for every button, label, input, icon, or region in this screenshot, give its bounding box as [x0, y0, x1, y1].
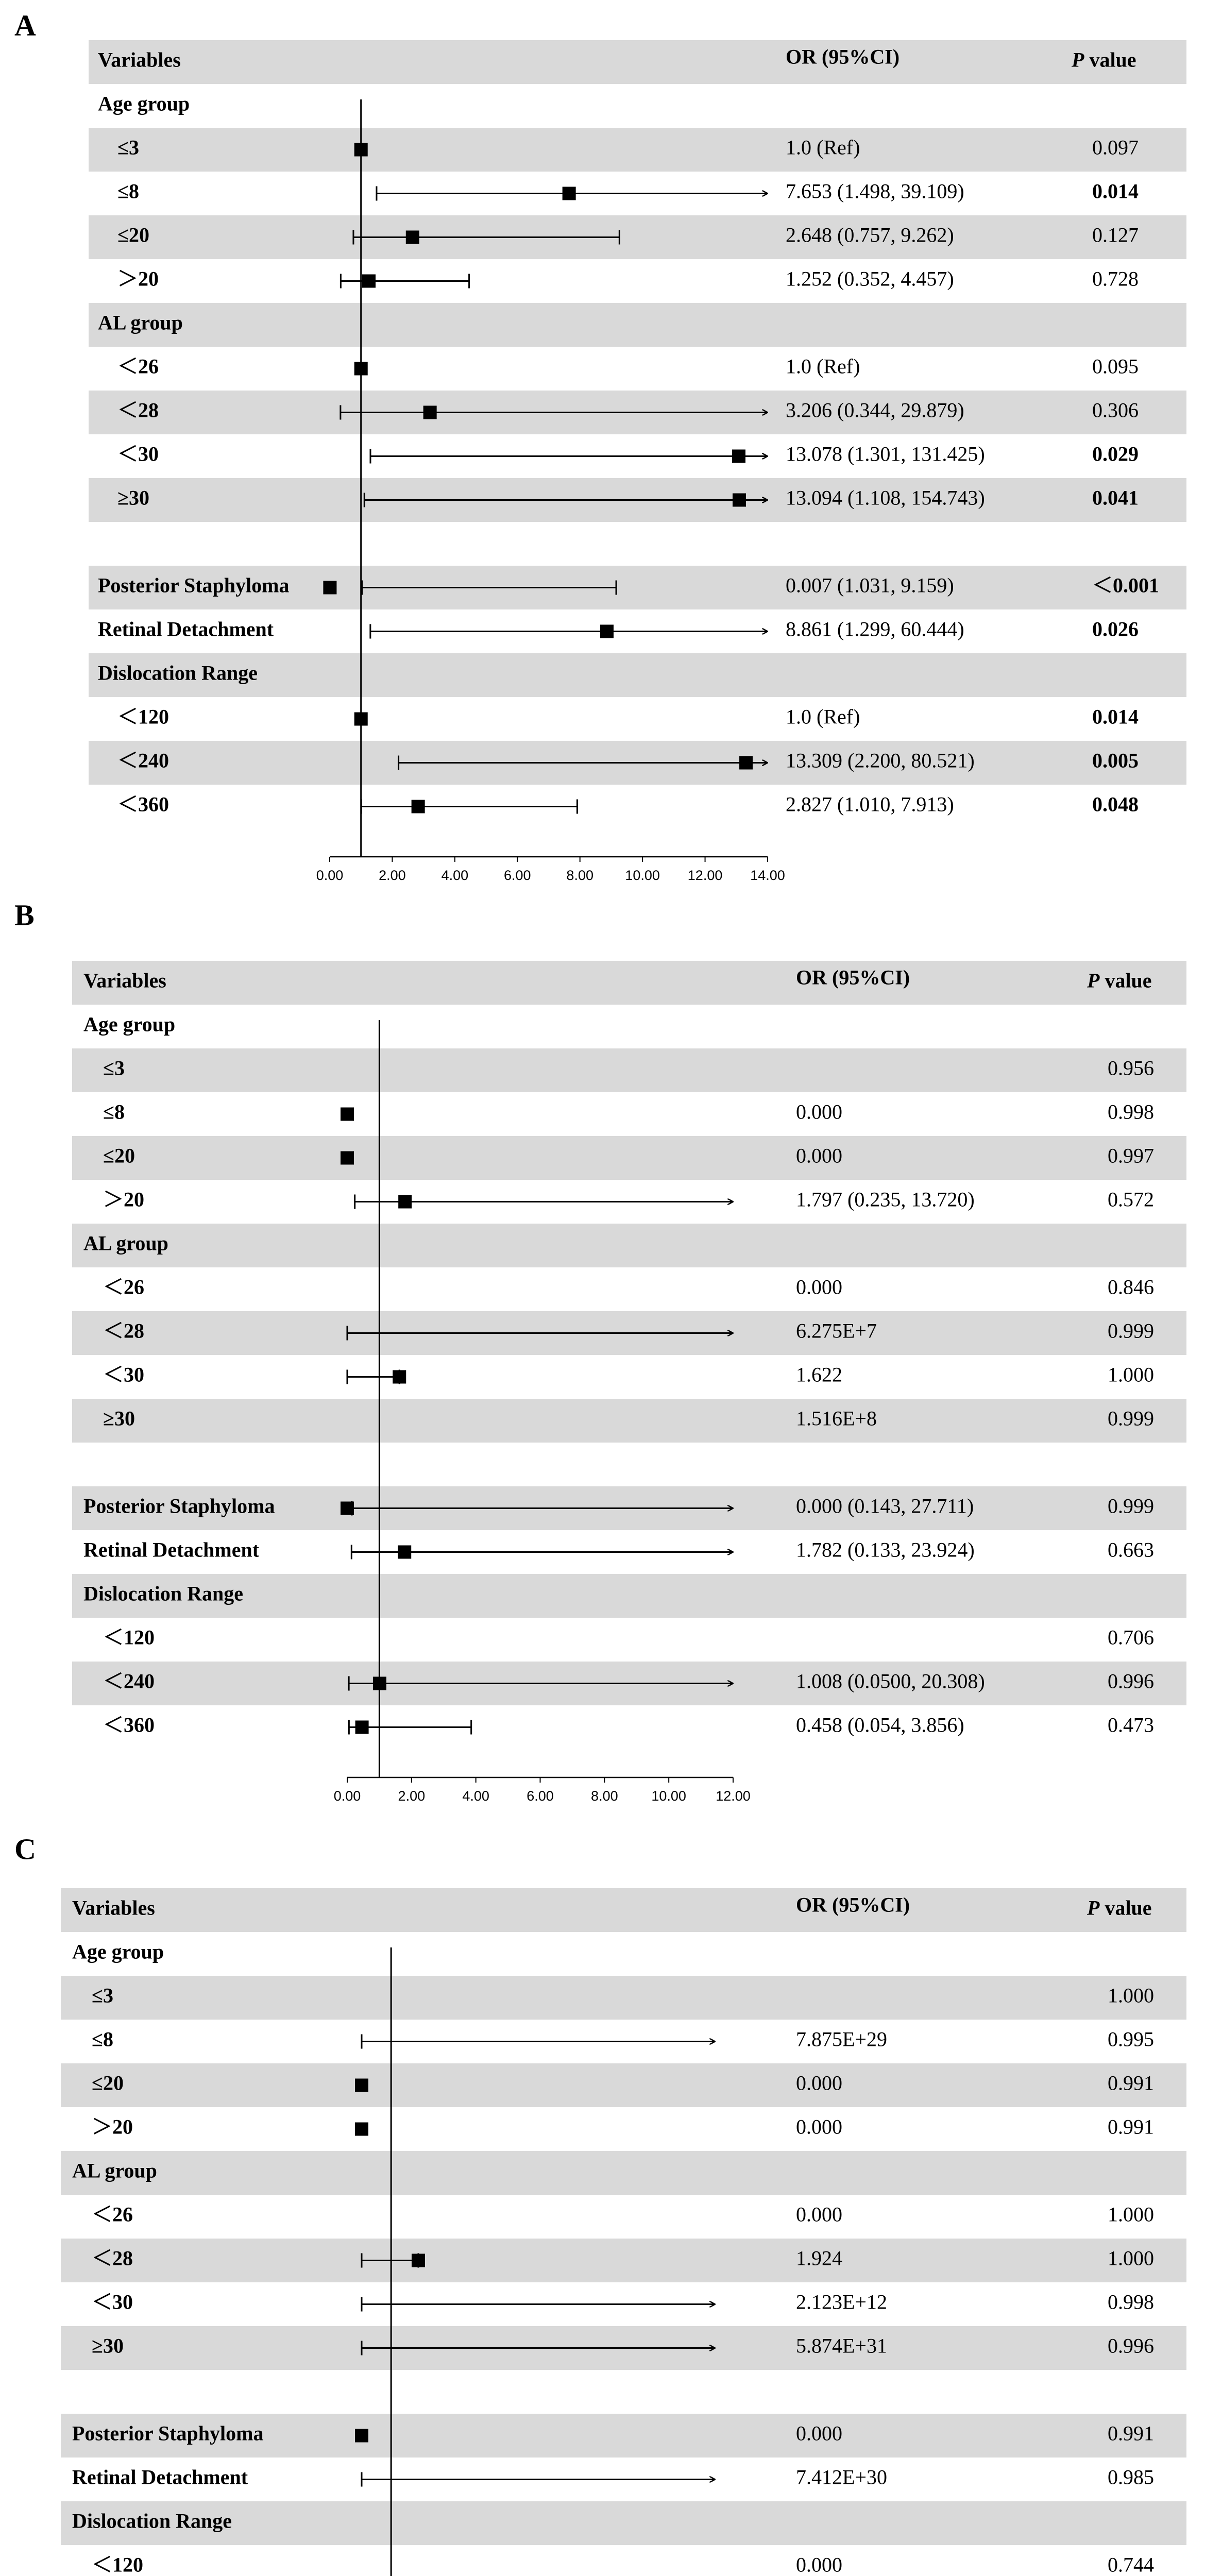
row-label: ＜240 — [117, 749, 169, 772]
row-shade — [61, 1976, 1186, 2020]
or-ci-text: 13.078 (1.301, 131.425) — [786, 442, 985, 466]
x-tick-label: 2.00 — [398, 1788, 426, 1804]
or-ci-text: 0.000 — [796, 1275, 842, 1299]
row-shade — [72, 1399, 1186, 1443]
or-ci-text: 0.000 — [796, 1100, 842, 1124]
or-ci-text: 7.875E+29 — [796, 2027, 887, 2051]
row-label: ＜120 — [103, 1625, 155, 1649]
point-estimate — [341, 1151, 354, 1165]
p-value-text: 0.041 — [1092, 486, 1139, 510]
row-label: ＜240 — [103, 1669, 155, 1693]
or-ci-text: 1.0 (Ref) — [786, 354, 860, 378]
p-value-text: 0.998 — [1108, 1100, 1154, 1124]
p-value-text: 0.005 — [1092, 749, 1139, 772]
p-value-text: 0.097 — [1092, 135, 1139, 159]
header-variables: Variables — [98, 48, 181, 72]
header-variables: Variables — [72, 1896, 155, 1920]
row-label: ≤3 — [92, 1984, 113, 2007]
row-label: ＜360 — [117, 792, 169, 816]
header-variables: Variables — [83, 969, 166, 992]
group-label: Dislocation Range — [83, 1582, 243, 1605]
row-label: ＜26 — [103, 1275, 144, 1299]
row-label: ＜120 — [117, 705, 169, 728]
point-estimate — [739, 756, 753, 770]
row-label: ＜26 — [92, 2202, 133, 2226]
p-value-text: 1.000 — [1108, 2202, 1154, 2226]
p-value-text: 0.728 — [1092, 267, 1139, 291]
panel-b — [14, 898, 1186, 1804]
x-tick-label: 8.00 — [566, 868, 593, 884]
or-ci-text: 7.653 (1.498, 39.109) — [786, 179, 964, 203]
or-ci-text: 1.924 — [796, 2246, 842, 2270]
x-tick-label: 6.00 — [504, 868, 531, 884]
x-tick-label: 8.00 — [591, 1788, 618, 1804]
or-ci-text: 0.000 — [796, 1144, 842, 1167]
point-estimate — [355, 1721, 369, 1734]
x-tick-label: 0.00 — [316, 868, 344, 884]
or-ci-text: 1.782 (0.133, 23.924) — [796, 1538, 975, 1562]
p-value-text: 0.956 — [1108, 1056, 1154, 1080]
row-shade — [61, 2239, 1186, 2282]
row-label: ≤8 — [92, 2027, 113, 2051]
row-label: ＜360 — [103, 1713, 155, 1737]
or-ci-text: 1.0 (Ref) — [786, 705, 860, 728]
row-label: ＜28 — [103, 1319, 144, 1343]
or-ci-text: 8.861 (1.299, 60.444) — [786, 617, 964, 641]
panel-a — [14, 8, 1186, 883]
p-value-text: 0.663 — [1108, 1538, 1154, 1562]
or-ci-text: 13.309 (2.200, 80.521) — [786, 749, 975, 772]
group-label: AL group — [72, 2159, 157, 2182]
or-ci-text: 3.206 (0.344, 29.879) — [786, 398, 964, 422]
row-shade — [89, 215, 1186, 259]
point-estimate — [600, 625, 614, 638]
panel-letter: C — [14, 1832, 36, 1866]
panel-c — [14, 1832, 1186, 2576]
group-label: Posterior Staphyloma — [72, 2421, 264, 2445]
point-estimate — [398, 1546, 411, 1559]
p-value-text: 0.706 — [1108, 1625, 1154, 1649]
group-label: Dislocation Range — [98, 661, 258, 685]
row-label: ＞20 — [92, 2115, 133, 2139]
header-p-value: P value — [1072, 48, 1136, 72]
point-estimate — [412, 800, 425, 814]
x-tick-label: 6.00 — [527, 1788, 554, 1804]
or-ci-text: 0.000 — [796, 2071, 842, 2095]
or-ci-text: 1.797 (0.235, 13.720) — [796, 1188, 975, 1211]
or-ci-text: 6.275E+7 — [796, 1319, 877, 1343]
row-label: ≤20 — [117, 223, 149, 247]
row-label: ＜28 — [117, 398, 159, 422]
or-ci-text: 1.252 (0.352, 4.457) — [786, 267, 954, 291]
or-ci-text: 0.007 (1.031, 9.159) — [786, 573, 954, 597]
row-shade — [61, 2063, 1186, 2107]
point-estimate — [355, 2079, 368, 2092]
row-label: ＞20 — [117, 267, 159, 291]
p-value-text: 0.029 — [1092, 442, 1139, 466]
point-estimate — [563, 187, 576, 200]
header-or: OR (95%CI) — [786, 45, 900, 69]
row-label: ≤3 — [103, 1056, 125, 1080]
p-value-text: 0.744 — [1108, 2553, 1154, 2576]
or-ci-text: 1.008 (0.0500, 20.308) — [796, 1669, 985, 1693]
point-estimate — [732, 450, 745, 463]
point-estimate — [362, 275, 376, 288]
p-value-text: 0.991 — [1108, 2115, 1154, 2139]
p-value-text: 0.985 — [1108, 2465, 1154, 2489]
point-estimate — [341, 1108, 354, 1121]
p-value-text: 0.014 — [1092, 179, 1139, 203]
p-value-text: 0.846 — [1108, 1275, 1154, 1299]
row-shade — [61, 2151, 1186, 2195]
group-label: Retinal Detachment — [72, 2465, 248, 2489]
point-estimate — [398, 1195, 412, 1209]
x-tick-label: 10.00 — [651, 1788, 686, 1804]
row-shade — [89, 128, 1186, 172]
group-label: Retinal Detachment — [98, 617, 274, 641]
or-ci-text: 0.000 — [796, 2553, 842, 2576]
header-row — [72, 961, 1186, 1005]
group-label: Dislocation Range — [72, 2509, 232, 2533]
header-row — [89, 40, 1186, 84]
row-label: ≤8 — [103, 1100, 125, 1124]
row-label: ＞20 — [103, 1188, 144, 1211]
p-value-text: 0.995 — [1108, 2027, 1154, 2051]
row-label: ≥30 — [117, 486, 149, 510]
group-label: AL group — [83, 1231, 168, 1255]
group-label: Age group — [72, 1940, 164, 1963]
header-p-value: P value — [1087, 969, 1152, 992]
point-estimate — [733, 494, 746, 507]
or-ci-text: 7.412E+30 — [796, 2465, 887, 2489]
row-label: ＜30 — [92, 2290, 133, 2314]
x-tick-label: 12.00 — [716, 1788, 751, 1804]
x-tick-label: 2.00 — [379, 868, 406, 884]
point-estimate — [355, 2429, 368, 2443]
or-ci-text: 0.458 (0.054, 3.856) — [796, 1713, 964, 1737]
point-estimate — [341, 1502, 354, 1515]
x-tick-label: 4.00 — [462, 1788, 489, 1804]
p-value-text: 0.996 — [1108, 1669, 1154, 1693]
p-value-text: 0.997 — [1108, 1144, 1154, 1167]
row-label: ＜30 — [103, 1363, 144, 1386]
point-estimate — [406, 231, 419, 244]
p-value-text: 1.000 — [1108, 2246, 1154, 2270]
p-value-text: 0.127 — [1092, 223, 1139, 247]
p-value-text: 0.048 — [1092, 792, 1139, 816]
or-ci-text: 0.000 — [796, 2202, 842, 2226]
group-label: Retinal Detachment — [83, 1538, 260, 1562]
group-label: Posterior Staphyloma — [98, 573, 290, 597]
point-estimate — [355, 2123, 368, 2136]
header-p-value: P value — [1087, 1896, 1152, 1920]
or-ci-text: 0.000 — [796, 2115, 842, 2139]
row-label: ＜26 — [117, 354, 159, 378]
x-tick-label: 10.00 — [625, 868, 660, 884]
header-or: OR (95%CI) — [796, 1893, 910, 1917]
row-label: ＜30 — [117, 442, 159, 466]
row-label: ≤20 — [103, 1144, 135, 1167]
or-ci-text: 1.622 — [796, 1363, 842, 1386]
row-shade — [72, 1136, 1186, 1180]
row-label: ＜28 — [92, 2246, 133, 2270]
or-ci-text: 1.516E+8 — [796, 1406, 877, 1430]
row-label: ≤20 — [92, 2071, 124, 2095]
p-value-text: 0.991 — [1108, 2421, 1154, 2445]
p-value-text: 0.999 — [1108, 1319, 1154, 1343]
x-tick-label: 12.00 — [687, 868, 723, 884]
x-tick-label: 0.00 — [333, 1788, 361, 1804]
panel-letter: B — [14, 898, 35, 932]
point-estimate — [323, 581, 336, 595]
or-ci-text: 0.000 — [796, 2421, 842, 2445]
header-row — [61, 1888, 1186, 1932]
p-value-text: 0.996 — [1108, 2334, 1154, 2358]
p-value-text: 0.999 — [1108, 1406, 1154, 1430]
group-label: Age group — [83, 1012, 176, 1036]
p-value-text: 0.998 — [1108, 2290, 1154, 2314]
group-label: Posterior Staphyloma — [83, 1494, 275, 1518]
row-shade — [72, 1224, 1186, 1267]
or-ci-text: 2.123E+12 — [796, 2290, 887, 2314]
p-value-text: 1.000 — [1108, 1363, 1154, 1386]
p-value-text: 0.572 — [1108, 1188, 1154, 1211]
header-or: OR (95%CI) — [796, 965, 910, 989]
row-shade — [72, 1048, 1186, 1092]
x-tick-label: 14.00 — [750, 868, 785, 884]
point-estimate — [393, 1370, 406, 1384]
p-value-text: 0.014 — [1092, 705, 1139, 728]
or-ci-text: 0.000 (0.143, 27.711) — [796, 1494, 974, 1518]
or-ci-text: 2.827 (1.010, 7.913) — [786, 792, 954, 816]
or-ci-text: 2.648 (0.757, 9.262) — [786, 223, 954, 247]
row-label: ＜120 — [92, 2553, 143, 2576]
group-label: Age group — [98, 92, 190, 115]
p-value-text: 0.999 — [1108, 1494, 1154, 1518]
row-label: ≤8 — [117, 179, 139, 203]
p-value-text: 1.000 — [1108, 1984, 1154, 2007]
row-shade — [89, 303, 1186, 347]
group-label: AL group — [98, 311, 183, 334]
p-value-text: 0.473 — [1108, 1713, 1154, 1737]
p-value-text: ＜0.001 — [1092, 573, 1159, 597]
or-ci-text: 5.874E+31 — [796, 2334, 887, 2358]
or-ci-text: 1.0 (Ref) — [786, 135, 860, 159]
row-label: ≥30 — [103, 1406, 135, 1430]
row-label: ≤3 — [117, 135, 139, 159]
p-value-text: 0.306 — [1092, 398, 1139, 422]
point-estimate — [423, 406, 437, 419]
x-tick-label: 4.00 — [441, 868, 469, 884]
point-estimate — [412, 2254, 425, 2267]
row-label: ≥30 — [92, 2334, 124, 2358]
or-ci-text: 13.094 (1.108, 154.743) — [786, 486, 985, 510]
panel-letter: A — [14, 8, 36, 42]
p-value-text: 0.095 — [1092, 354, 1139, 378]
p-value-text: 0.991 — [1108, 2071, 1154, 2095]
p-value-text: 0.026 — [1092, 617, 1139, 641]
